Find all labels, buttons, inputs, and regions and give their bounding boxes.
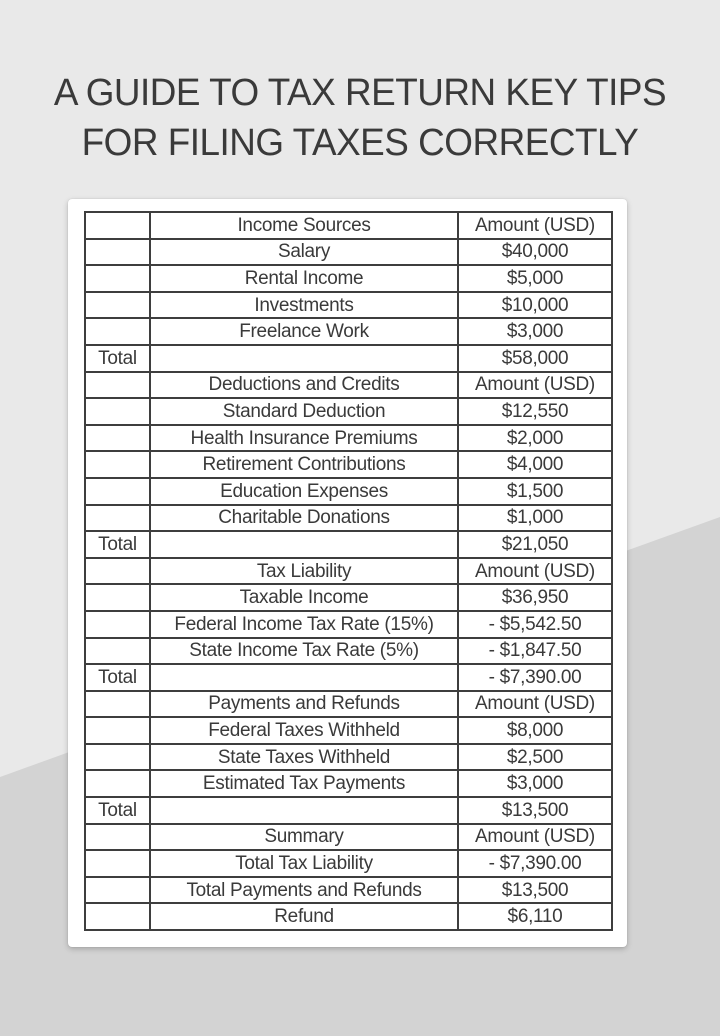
total-amount-cell: $58,000 — [458, 345, 612, 372]
section-title-cell: Tax Liability — [150, 558, 458, 585]
row-indicator-cell — [85, 877, 150, 904]
row-indicator-cell — [85, 425, 150, 452]
item-row — [85, 292, 612, 319]
total-amount-cell: - $7,390.00 — [458, 664, 612, 691]
row-indicator-cell — [85, 744, 150, 771]
row-indicator-cell — [85, 584, 150, 611]
item-row — [85, 584, 612, 611]
row-indicator-cell — [85, 558, 150, 585]
item-label-cell: Health Insurance Premiums — [150, 425, 458, 452]
item-row — [85, 265, 612, 292]
section-header-row — [85, 691, 612, 718]
section-header-row — [85, 558, 612, 585]
section-header-row — [85, 824, 612, 851]
empty-cell — [150, 797, 458, 824]
amount-cell: $2,000 — [458, 425, 612, 452]
page-title-line-2: FOR FILING TAXES CORRECTLY — [81, 122, 639, 164]
item-row — [85, 425, 612, 452]
amount-cell: $1,000 — [458, 505, 612, 532]
row-indicator-cell — [85, 717, 150, 744]
amount-cell: $2,500 — [458, 744, 612, 771]
total-label-cell: Total — [85, 664, 150, 691]
item-label-cell: Retirement Contributions — [150, 451, 458, 478]
item-row — [85, 850, 612, 877]
item-label-cell: Total Payments and Refunds — [150, 877, 458, 904]
item-label-cell: Total Tax Liability — [150, 850, 458, 877]
item-label-cell: Standard Deduction — [150, 398, 458, 425]
item-row — [85, 744, 612, 771]
table-card — [68, 199, 627, 947]
item-label-cell: Freelance Work — [150, 318, 458, 345]
row-indicator-cell — [85, 292, 150, 319]
row-indicator-cell — [85, 824, 150, 851]
amount-cell: $3,000 — [458, 318, 612, 345]
amount-cell: $40,000 — [458, 239, 612, 266]
item-row — [85, 318, 612, 345]
section-header-row — [85, 212, 612, 239]
total-label-cell: Total — [85, 797, 150, 824]
total-row — [85, 797, 612, 824]
item-row — [85, 611, 612, 638]
row-indicator-cell — [85, 372, 150, 399]
amount-header-cell: Amount (USD) — [458, 372, 612, 399]
item-label-cell: Education Expenses — [150, 478, 458, 505]
total-row — [85, 531, 612, 558]
amount-cell: $5,000 — [458, 265, 612, 292]
row-indicator-cell — [85, 903, 150, 930]
item-row — [85, 877, 612, 904]
section-title-cell: Deductions and Credits — [150, 372, 458, 399]
total-amount-cell: $21,050 — [458, 531, 612, 558]
amount-cell: - $1,847.50 — [458, 638, 612, 665]
tax-table-body — [85, 212, 612, 930]
item-label-cell: Investments — [150, 292, 458, 319]
amount-cell: $36,950 — [458, 584, 612, 611]
item-label-cell: Rental Income — [150, 265, 458, 292]
item-row — [85, 451, 612, 478]
item-row — [85, 505, 612, 532]
total-row — [85, 664, 612, 691]
item-label-cell: Estimated Tax Payments — [150, 770, 458, 797]
row-indicator-cell — [85, 451, 150, 478]
amount-cell: $6,110 — [458, 903, 612, 930]
amount-cell: $4,000 — [458, 451, 612, 478]
section-header-row — [85, 372, 612, 399]
row-indicator-cell — [85, 239, 150, 266]
row-indicator-cell — [85, 212, 150, 239]
section-title-cell: Payments and Refunds — [150, 691, 458, 718]
amount-header-cell: Amount (USD) — [458, 558, 612, 585]
row-indicator-cell — [85, 611, 150, 638]
total-amount-cell: $13,500 — [458, 797, 612, 824]
page-title — [0, 68, 720, 168]
item-row — [85, 478, 612, 505]
amount-cell: $10,000 — [458, 292, 612, 319]
empty-cell — [150, 531, 458, 558]
amount-cell: - $5,542.50 — [458, 611, 612, 638]
item-label-cell: Refund — [150, 903, 458, 930]
item-row — [85, 398, 612, 425]
total-label-cell: Total — [85, 345, 150, 372]
amount-cell: $1,500 — [458, 478, 612, 505]
amount-cell: $12,550 — [458, 398, 612, 425]
section-title-cell: Summary — [150, 824, 458, 851]
row-indicator-cell — [85, 691, 150, 718]
item-label-cell: Taxable Income — [150, 584, 458, 611]
amount-cell: $8,000 — [458, 717, 612, 744]
row-indicator-cell — [85, 398, 150, 425]
row-indicator-cell — [85, 850, 150, 877]
item-row — [85, 239, 612, 266]
section-title-cell: Income Sources — [150, 212, 458, 239]
item-row — [85, 770, 612, 797]
row-indicator-cell — [85, 505, 150, 532]
item-label-cell: State Income Tax Rate (5%) — [150, 638, 458, 665]
amount-cell: $3,000 — [458, 770, 612, 797]
row-indicator-cell — [85, 638, 150, 665]
row-indicator-cell — [85, 318, 150, 345]
item-label-cell: State Taxes Withheld — [150, 744, 458, 771]
item-label-cell: Federal Taxes Withheld — [150, 717, 458, 744]
item-row — [85, 903, 612, 930]
page-title-line-1: A GUIDE TO TAX RETURN KEY TIPS — [53, 72, 667, 114]
amount-cell: - $7,390.00 — [458, 850, 612, 877]
amount-header-cell: Amount (USD) — [458, 691, 612, 718]
total-row — [85, 345, 612, 372]
total-label-cell: Total — [85, 531, 150, 558]
row-indicator-cell — [85, 265, 150, 292]
row-indicator-cell — [85, 478, 150, 505]
empty-cell — [150, 664, 458, 691]
item-label-cell: Salary — [150, 239, 458, 266]
item-row — [85, 717, 612, 744]
item-label-cell: Charitable Donations — [150, 505, 458, 532]
amount-cell: $13,500 — [458, 877, 612, 904]
amount-header-cell: Amount (USD) — [458, 212, 612, 239]
item-row — [85, 638, 612, 665]
item-label-cell: Federal Income Tax Rate (15%) — [150, 611, 458, 638]
tax-table — [84, 211, 613, 931]
empty-cell — [150, 345, 458, 372]
amount-header-cell: Amount (USD) — [458, 824, 612, 851]
row-indicator-cell — [85, 770, 150, 797]
